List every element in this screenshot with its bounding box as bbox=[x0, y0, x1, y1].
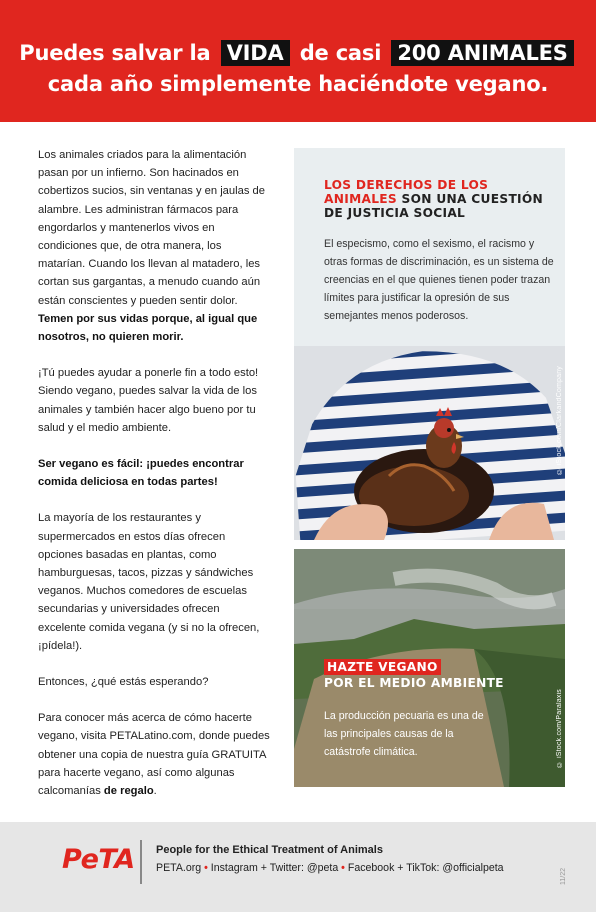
photo-credit: © iStock.com/ClarkandCompany bbox=[556, 366, 563, 475]
organization-name: People for the Ethical Treatment of Animals bbox=[156, 844, 383, 856]
paragraph-3 bbox=[38, 455, 270, 491]
panel-title bbox=[324, 178, 560, 220]
separator-dot: • bbox=[204, 862, 208, 874]
chicken-photo bbox=[294, 346, 565, 540]
headline-line2: cada año simplemente haciéndote vegano. bbox=[47, 72, 549, 96]
headline-text: Puedes salvar la bbox=[19, 41, 211, 65]
panel-title bbox=[324, 659, 504, 691]
paragraph-text: Los animales criados para la alimentación pasan por un infierno. Son hacinados en cobertizos sucios, sin ventanas y en jaulas de alambre. Les administran fármacos para engordarlos y mantenerlos vivos en condiciones que, de otra manera, los matarían. Cuando los llevan al matadero, les cortan sus gargantas, a menudo cuando aún están conscientes y pueden sentir dolor. bbox=[38, 149, 265, 307]
footer-links bbox=[156, 862, 504, 874]
facebook-tiktok-handle[interactable]: Facebook + TikTok: @officialpeta bbox=[347, 862, 504, 874]
panel-text: El especismo, como el sexismo, el racismo y otras formas de discriminación, es un sistema de creencias en el que quienes tienen poder trazan límites para justificar la opresión de sus semejantes menos poderosos. bbox=[324, 238, 554, 322]
environment-panel bbox=[294, 549, 565, 787]
instagram-twitter-handle[interactable]: Instagram + Twitter: @peta bbox=[210, 862, 339, 874]
separator-dot: • bbox=[341, 862, 345, 874]
footer-divider bbox=[140, 840, 142, 884]
social-justice-panel bbox=[294, 148, 565, 540]
header-banner bbox=[0, 0, 596, 122]
paragraph-6 bbox=[38, 709, 270, 800]
paragraph-1 bbox=[38, 146, 270, 346]
panel-title-rest: POR EL MEDIO AMBIENTE bbox=[324, 676, 504, 690]
paragraph-emphasis: Ser vegano es fácil: ¡puedes encontrar comida deliciosa en todas partes! bbox=[38, 458, 244, 489]
paragraph-emphasis: Temen por sus vidas porque, al igual que nosotros, no quieren morir. bbox=[38, 312, 258, 344]
paragraph-emphasis: de regalo bbox=[103, 785, 154, 798]
main-text-column bbox=[38, 146, 270, 818]
photo-credit: © iStock.com/Paralaxis bbox=[556, 689, 563, 768]
panel-title-rest: SON UNA CUESTIÓN DE JUSTICIA SOCIAL bbox=[324, 192, 544, 220]
panel-title-highlight: LOS DERECHOS DE LOS ANIMALES bbox=[324, 178, 489, 206]
paragraph-text: . bbox=[153, 785, 157, 798]
footer bbox=[0, 822, 596, 912]
panel-title-highlight: HAZTE VEGANO bbox=[324, 659, 441, 675]
paragraph-4: La mayoría de los restaurantes y supermercados en estos días ofrecen opciones basadas en plantas, como hamburguesas, tacos, pizzas y sándwiches veganos. Muchos comedores de escuelas secundarias y universidades ofrecen excelente comida vegana (y si no la ofrecen, ¡pídela!). bbox=[38, 512, 260, 652]
chicken-illustration bbox=[294, 346, 565, 540]
print-code: 11/22 bbox=[560, 868, 567, 885]
headline-line1 bbox=[0, 38, 596, 69]
paragraph-text: Para conocer más acerca de cómo hacerte vegano, visita PETALatino.com, donde puedes obtener una copia de nuestra guía GRATUITA para hacerte vegano, así como algunas calcomanías bbox=[38, 712, 270, 798]
peta-logo: PeTA bbox=[62, 844, 135, 875]
paragraph-2: ¡Tú puedes ayudar a ponerle fin a todo esto! Siendo vegano, puedes salvar la vida de los animales y también hacer algo bueno por tu salud y el medio ambiente. bbox=[38, 367, 259, 434]
paragraph-5: Entonces, ¿qué estás esperando? bbox=[38, 676, 209, 689]
headline-highlight-animales: 200 ANIMALES bbox=[391, 40, 573, 66]
panel-text: La producción pecuaria es una de las principales causas de la catástrofe climática. bbox=[324, 710, 484, 758]
headline-highlight-vida: VIDA bbox=[221, 40, 290, 66]
website-link[interactable]: PETA.org bbox=[156, 862, 202, 874]
headline-text: de casi bbox=[299, 41, 382, 65]
